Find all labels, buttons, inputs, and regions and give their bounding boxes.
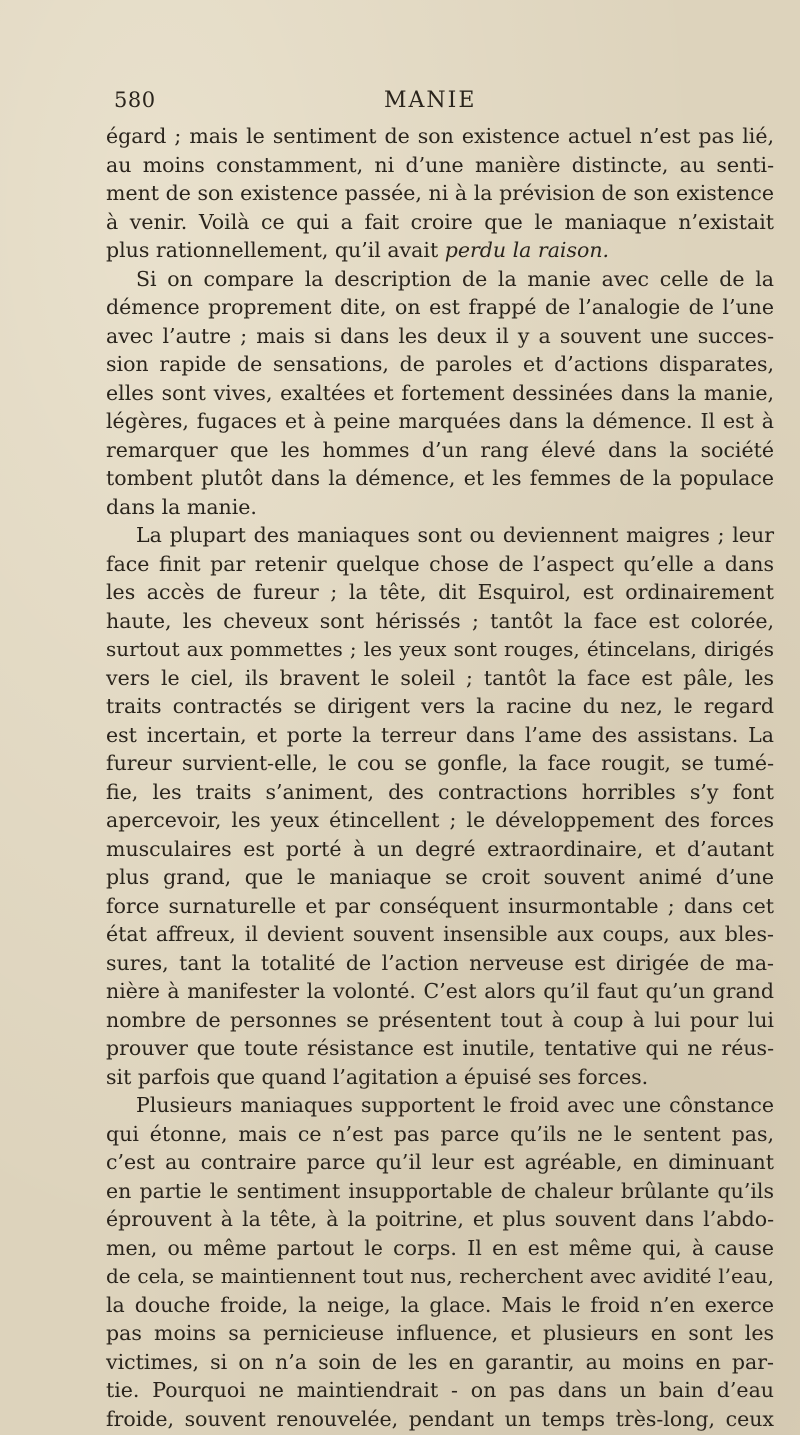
text-line: sures, tant la totalité de l’action nerveuse est dirigée de ma- [106, 950, 774, 975]
text-line: la douche froide, la neige, la glace. Mais le froid n’en exerce [106, 1292, 774, 1317]
text-line: sit parfois que quand l’agitation a épuisé ses forces. [106, 1064, 649, 1089]
page-number: 580 [114, 88, 156, 112]
text-line: fie, les traits s’animent, des contractions horribles s’y font [106, 779, 774, 804]
text-line: les accès de fureur ; la tête, dit Esquirol, est ordinairement [106, 580, 774, 604]
text-line: état affreux, il devient souvent insensible aux coups, aux bles- [106, 922, 774, 946]
text-line: en partie le sentiment insupportable de chaleur brûlante qu’ils [106, 1178, 774, 1203]
text-line: sion rapide de sensations, de paroles et d’actions disparates, [106, 352, 774, 376]
running-title: MANIE [384, 88, 477, 113]
text-line: est incertain, et porte la terreur dans l’ame des assistans. La [106, 722, 774, 747]
text-line: haute, les cheveux sont hérissés ; tantôt la face est colorée, [106, 608, 774, 633]
text-line: fureur survient-elle, le cou se gonfle, la face rougit, se tumé- [106, 751, 774, 775]
text-line: Plusieurs maniaques supportent le froid avec une cônstance [136, 1093, 774, 1117]
text-line: musculaires est porté à un degré extraordinaire, et d’autant [106, 836, 774, 861]
text-line: nière à manifester la volonté. C’est alors qu’il faut qu’un grand [106, 979, 774, 1003]
text-line: face finit par retenir quelque chose de l’aspect qu’elle a dans [106, 551, 774, 576]
text-line: men, ou même partout le corps. Il en est même qui, à cause [106, 1235, 774, 1260]
text-line: ment de son existence passée, ni à la prévision de son existence [106, 181, 774, 205]
text-line: tombent plutôt dans la démence, et les femmes de la populace [106, 466, 774, 490]
text-line: force surnaturelle et par conséquent insurmontable ; dans cet [106, 893, 774, 918]
text-line-roman: plus rationnellement, qu’il avait [106, 238, 445, 262]
text-line: plus grand, que le maniaque se croit souvent animé d’une [106, 865, 774, 889]
text-line: c’est au contraire parce qu’il leur est agréable, en diminuant [106, 1150, 774, 1174]
text-line: elles sont vives, exaltées et fortement dessinées dans la manie, [106, 380, 774, 405]
text-line: avec l’autre ; mais si dans les deux il y a souvent une succes- [106, 323, 774, 348]
running-head [114, 88, 774, 118]
text-line: légères, fugaces et à peine marquées dans la démence. Il est à [106, 409, 774, 433]
text-line: apercevoir, les yeux étincellent ; le développement des forces [106, 808, 774, 832]
text-line-italic: perdu la raison. [444, 238, 610, 262]
text-line: de cela, se maintiennent tout nus, recherchent avec avidité l’eau, [106, 1264, 774, 1288]
text-line: vers le ciel, ils bravent le soleil ; tantôt la face est pâle, les [106, 665, 774, 690]
text-line: victimes, si on n’a soin de les en garantir, au moins en par- [106, 1349, 774, 1374]
text-line: éprouvent à la tête, à la poitrine, et plus souvent dans l’abdo- [106, 1207, 774, 1231]
text-line: traits contractés se dirigent vers la racine du nez, le regard [106, 694, 774, 718]
text-line: démence proprement dite, on est frappé de l’analogie de l’une [106, 295, 774, 319]
text-line: dans la manie. [106, 494, 257, 519]
text-line: remarquer que les hommes d’un rang élevé dans la société [106, 437, 774, 462]
text-line: froide, souvent renouvelée, pendant un temps très-long, ceux [106, 1406, 774, 1431]
text-line: pas moins sa pernicieuse influence, et plusieurs en sont les [106, 1321, 774, 1345]
text-line: La plupart des maniaques sont ou deviennent maigres ; leur [136, 523, 774, 547]
text-line: qui étonne, mais ce n’est pas parce qu’ils ne le sentent pas, [106, 1121, 774, 1146]
text-line: prouver que toute résistance est inutile, tentative qui ne réus- [106, 1036, 774, 1060]
text-line: égard ; mais le sentiment de son existence actuel n’est pas lié, [106, 124, 774, 148]
text-line: tie. Pourquoi ne maintiendrait - on pas dans un bain d’eau [106, 1378, 774, 1402]
body-text [106, 122, 774, 1433]
text-line [106, 236, 774, 265]
text-line: surtout aux pommettes ; les yeux sont rouges, étincelans, dirigés [106, 637, 774, 661]
text-line: nombre de personnes se présentent tout à coup à lui pour lui [106, 1007, 774, 1032]
text-line: Si on compare la description de la manie avec celle de la [136, 266, 774, 291]
text-line: au moins constamment, ni d’une manière distincte, au senti- [106, 152, 774, 177]
text-line: à venir. Voilà ce qui a fait croire que le maniaque n’existait [106, 209, 774, 234]
